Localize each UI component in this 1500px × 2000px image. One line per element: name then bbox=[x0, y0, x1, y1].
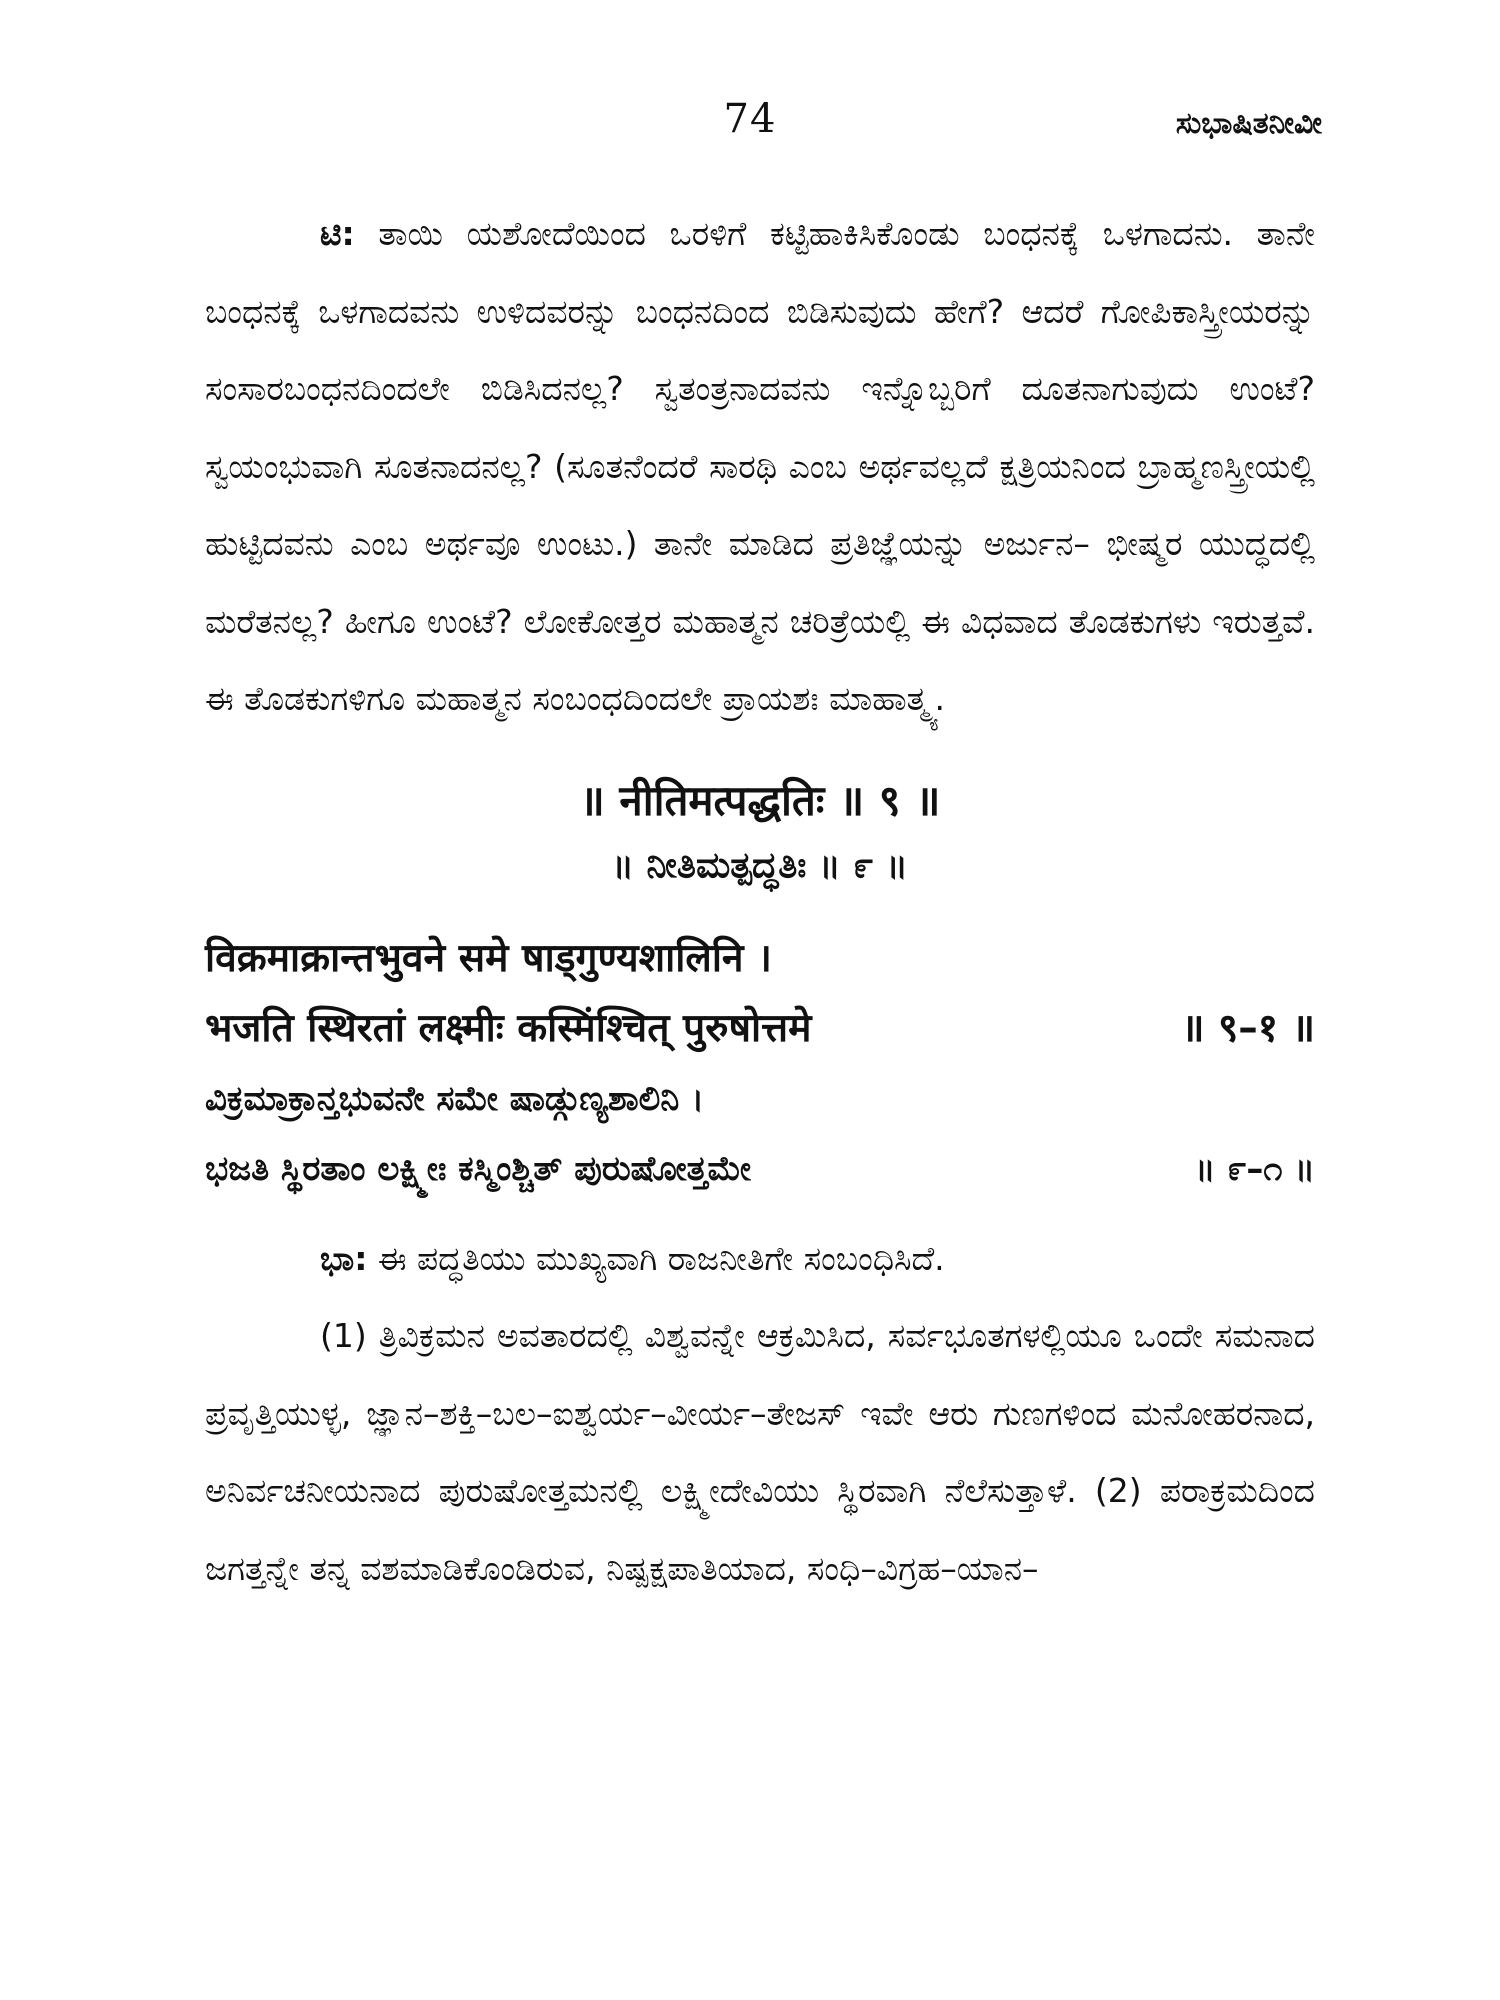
running-head: ಸುಭಾಷಿತನೀವೀ bbox=[1175, 106, 1322, 141]
page-body bbox=[205, 195, 1315, 1607]
verse-devanagari-line-2: भजति स्थिरतां लक्ष्मीः कस्मिंश्चित् पुरुषोत्तमे ॥ ९–१ ॥ bbox=[205, 994, 1315, 1064]
page-number: 74 bbox=[723, 96, 777, 142]
verse-number-devanagari: ॥ ९–१ ॥ bbox=[1181, 1005, 1315, 1051]
commentary-paragraph bbox=[205, 195, 1315, 738]
commentary-label: ಟಿ: bbox=[320, 214, 355, 253]
commentary-text: ತಾಯಿ ಯಶೋದೆಯಿಂದ ಒರಳಿಗೆ ಕಟ್ಟಿಹಾಕಿಸಿಕೊಂಡು ಬಂಧನಕ್ಕೆ ಒಳಗಾದನು. ತಾನೇ ಬಂಧನಕ್ಕೆ ಒಳಗಾದವನು ಉಳಿದವರನ್ನು ಬಂಧನದಿಂದ ಬಿಡಿಸುವುದು ಹೇಗೆ? ಆದರೆ ಗೋಪಿಕಾಸ್ತ್ರೀಯರನ್ನು ಸಂಸಾರಬಂಧನದಿಂದಲೇ ಬಿಡಿಸಿದನಲ್ಲ? ಸ್ವತಂತ್ರನಾದವನು ಇನ್ನೊಬ್ಬರಿಗೆ ದೂತನಾಗುವುದು ಉಂಟೆ? ಸ್ವಯಂಭುವಾಗಿ ಸೂತನಾದನಲ್ಲ? (ಸೂತನೆಂದರೆ ಸಾರಥಿ ಎಂಬ ಅರ್ಥವಲ್ಲದೆ ಕ್ಷತ್ರಿಯನಿಂದ ಬ್ರಾಹ್ಮಣಸ್ತ್ರೀಯಲ್ಲಿ ಹುಟ್ಟಿದವನು ಎಂಬ ಅರ್ಥವೂ ಉಂಟು.) ತಾನೇ ಮಾಡಿದ ಪ್ರತಿಜ್ಞೆಯನ್ನು ಅರ್ಜುನ– ಭೀಷ್ಮರ ಯುದ್ಧದಲ್ಲಿ ಮರೆತನಲ್ಲ? ಹೀಗೂ ಉಂಟೆ? ಲೋಕೋತ್ತರ ಮಹಾತ್ಮನ ಚರಿತ್ರೆಯಲ್ಲಿ ಈ ವಿಧವಾದ ತೊಡಕುಗಳು ಇರುತ್ತವೆ. ಈ ತೊಡಕುಗಳಿಗೂ ಮಹಾತ್ಮನ ಸಂಬಂಧದಿಂದಲೇ ಪ್ರಾಯಶಃ ಮಾಹಾತ್ಮ್ಯ. bbox=[205, 214, 1315, 718]
verse-number-kannada: ॥ ೯–೧ ॥ bbox=[1194, 1148, 1315, 1189]
meaning-paragraph: (1) ತ್ರಿವಿಕ್ರಮನ ಅವತಾರದಲ್ಲಿ ವಿಶ್ವವನ್ನೇ ಆಕ್ರಮಿಸಿದ, ಸರ್ವಭೂತಗಳಲ್ಲಿಯೂ ಒಂದೇ ಸಮನಾದ ಪ್ರವೃತ್ತಿಯುಳ್ಳ, ಜ್ಞಾನ–ಶಕ್ತಿ–ಬಲ–ಐಶ್ವರ್ಯ–ವೀರ್ಯ–ತೇಜಸ್ ಇವೇ ಆರು ಗುಣಗಳಿಂದ ಮನೋಹರನಾದ, ಅನಿರ್ವಚನೀಯನಾದ ಪುರುಷೋತ್ತಮನಲ್ಲಿ ಲಕ್ಷ್ಮೀದೇವಿಯು ಸ್ಥಿರವಾಗಿ ನೆಲೆಸುತ್ತಾಳೆ. (2) ಪರಾಕ್ರಮದಿಂದ ಜಗತ್ತನ್ನೇ ತನ್ನ ವಶಮಾಡಿಕೊಂಡಿರುವ, ನಿಷ್ಪಕ್ಷಪಾತಿಯಾದ, ಸಂಧಿ–ವಿಗ್ರಹ–ಯಾನ– bbox=[205, 1316, 1315, 1588]
verse-devanagari-line-1: विक्रमाक्रान्तभुवने समे षाड्गुण्यशालिनि । bbox=[205, 935, 772, 981]
meaning-intro-text: ಈ ಪದ್ಧತಿಯು ಮುಖ್ಯವಾಗಿ ರಾಜನೀತಿಗೇ ಸಂಬಂಧಿಸಿದೆ. bbox=[367, 1238, 945, 1278]
meaning-label: ಭಾ: bbox=[320, 1238, 368, 1278]
section-title-sanskrit: ॥ नीतिमत्पद्धतिः ॥ ९ ॥ bbox=[579, 775, 941, 825]
verse-block bbox=[205, 924, 1315, 1204]
verse-kannada-line-2: ಭಜತಿ ಸ್ಥಿರತಾಂ ಲಕ್ಷ್ಮೀಃ ಕಸ್ಮಿಂಶ್ಚಿತ್ ಪುರುಷೋತ್ತಮೇ ॥ ೯–೧ ॥ bbox=[205, 1134, 1315, 1204]
verse-kannada-line-1: ವಿಕ್ರಮಾಕ್ರಾನ್ತಭುವನೇ ಸಮೇ ಷಾಡ್ಗುಣ್ಯಶಾಲಿನಿ । bbox=[205, 1078, 704, 1119]
section-title-kannada: ॥ ನೀತಿಮತ್ಪದ್ಧತಿಃ ॥ ೯ ॥ bbox=[612, 844, 908, 886]
meaning-intro-paragraph bbox=[205, 1220, 1315, 1298]
